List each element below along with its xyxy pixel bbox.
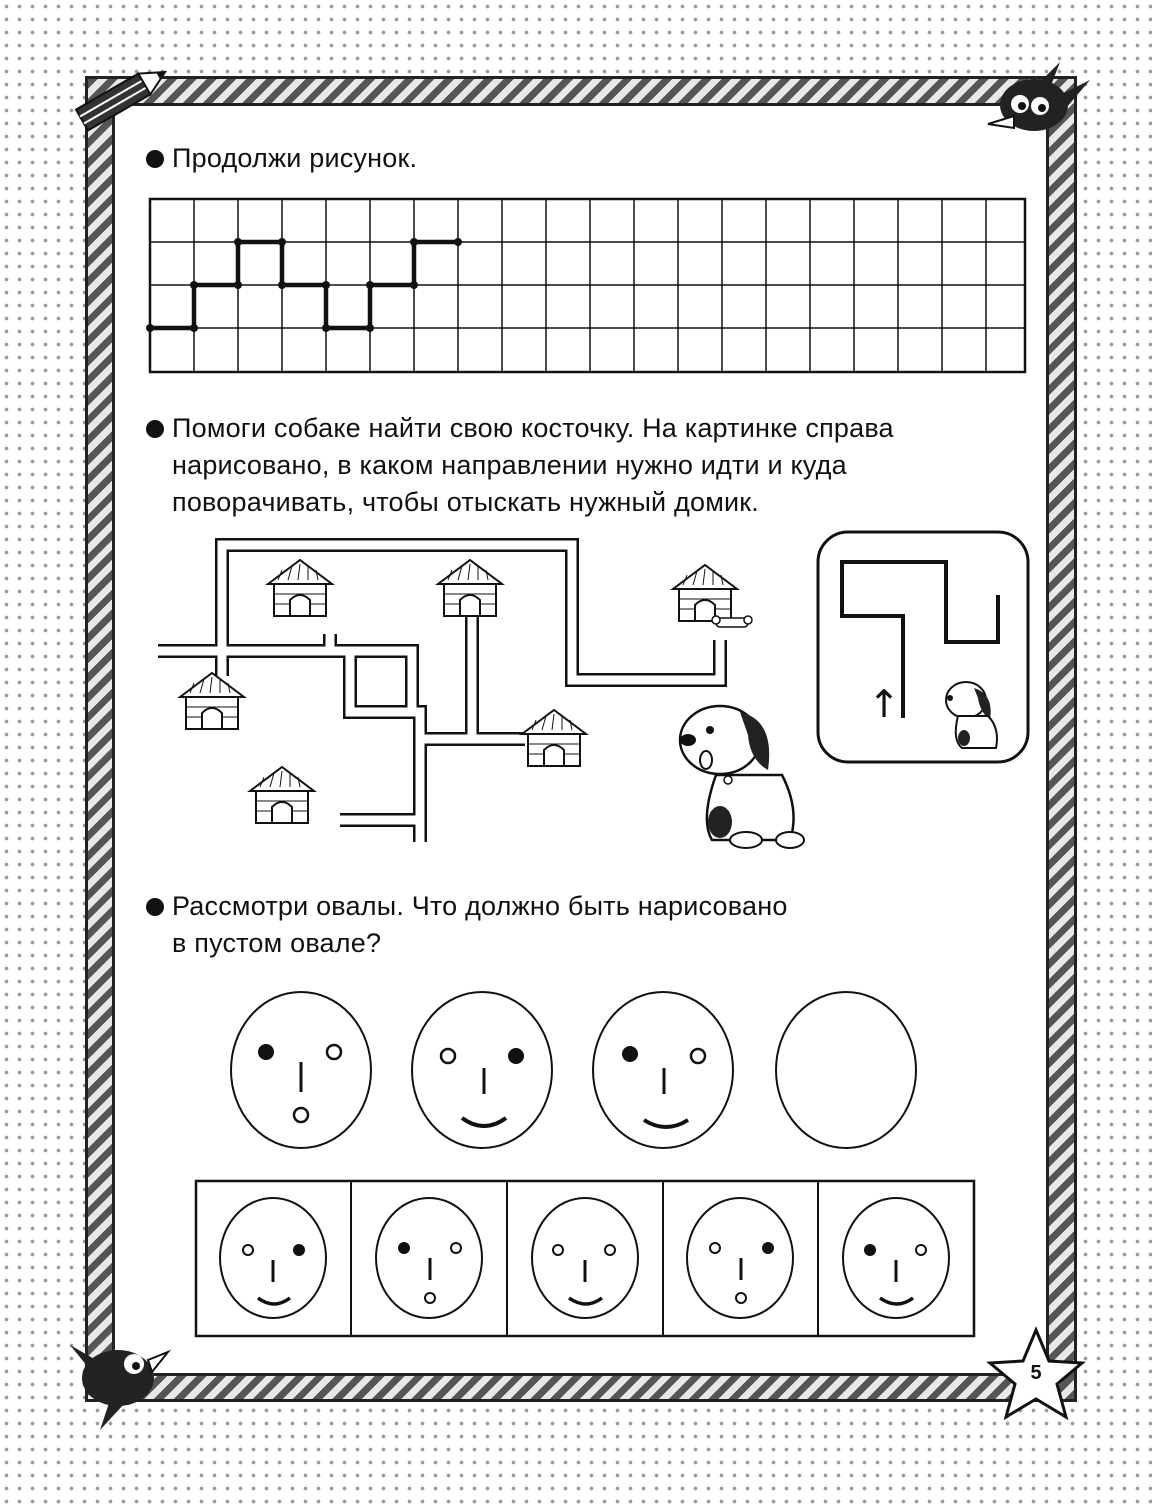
crow-icon <box>988 62 1090 131</box>
task-3-text: Рассмотри овалы. Что должно быть нарисовано в пустом овале? <box>172 891 788 958</box>
face-oval-2 <box>412 992 552 1148</box>
answer-option-2[interactable] <box>376 1198 482 1318</box>
pencil-icon <box>76 62 171 131</box>
face-oval-1 <box>231 992 371 1148</box>
answer-options <box>196 1181 974 1336</box>
crow-icon <box>70 1345 168 1430</box>
bone-icon <box>712 616 752 627</box>
up-arrow-icon: ↑ <box>868 682 900 726</box>
doghouse-icon <box>250 767 314 823</box>
page-number: 5 <box>1030 1362 1042 1384</box>
empty-oval[interactable] <box>776 992 916 1148</box>
answer-option-3[interactable] <box>532 1198 638 1318</box>
dog-icon <box>680 706 804 848</box>
task-2-text: Помоги собаке найти свою косточку. На картинке справа нарисовано, в каком направлении нужно идти и куда поворачивать, чтобы отыскать нужный домик. <box>172 413 894 517</box>
doghouse-icon <box>522 710 586 766</box>
face-oval-3 <box>593 992 733 1148</box>
answer-option-1[interactable] <box>220 1198 326 1318</box>
answer-option-4[interactable] <box>687 1198 793 1318</box>
sequence-ovals <box>231 992 916 1148</box>
doghouse-icon <box>673 565 737 621</box>
direction-hint-box <box>818 532 1028 762</box>
answer-option-5[interactable] <box>843 1198 949 1318</box>
task-1-text: Продолжи рисунок. <box>172 143 418 173</box>
doghouse-icon <box>180 673 244 729</box>
doghouse-icon <box>438 560 502 616</box>
maze-paths <box>158 545 720 842</box>
doghouse-icon <box>268 560 332 616</box>
